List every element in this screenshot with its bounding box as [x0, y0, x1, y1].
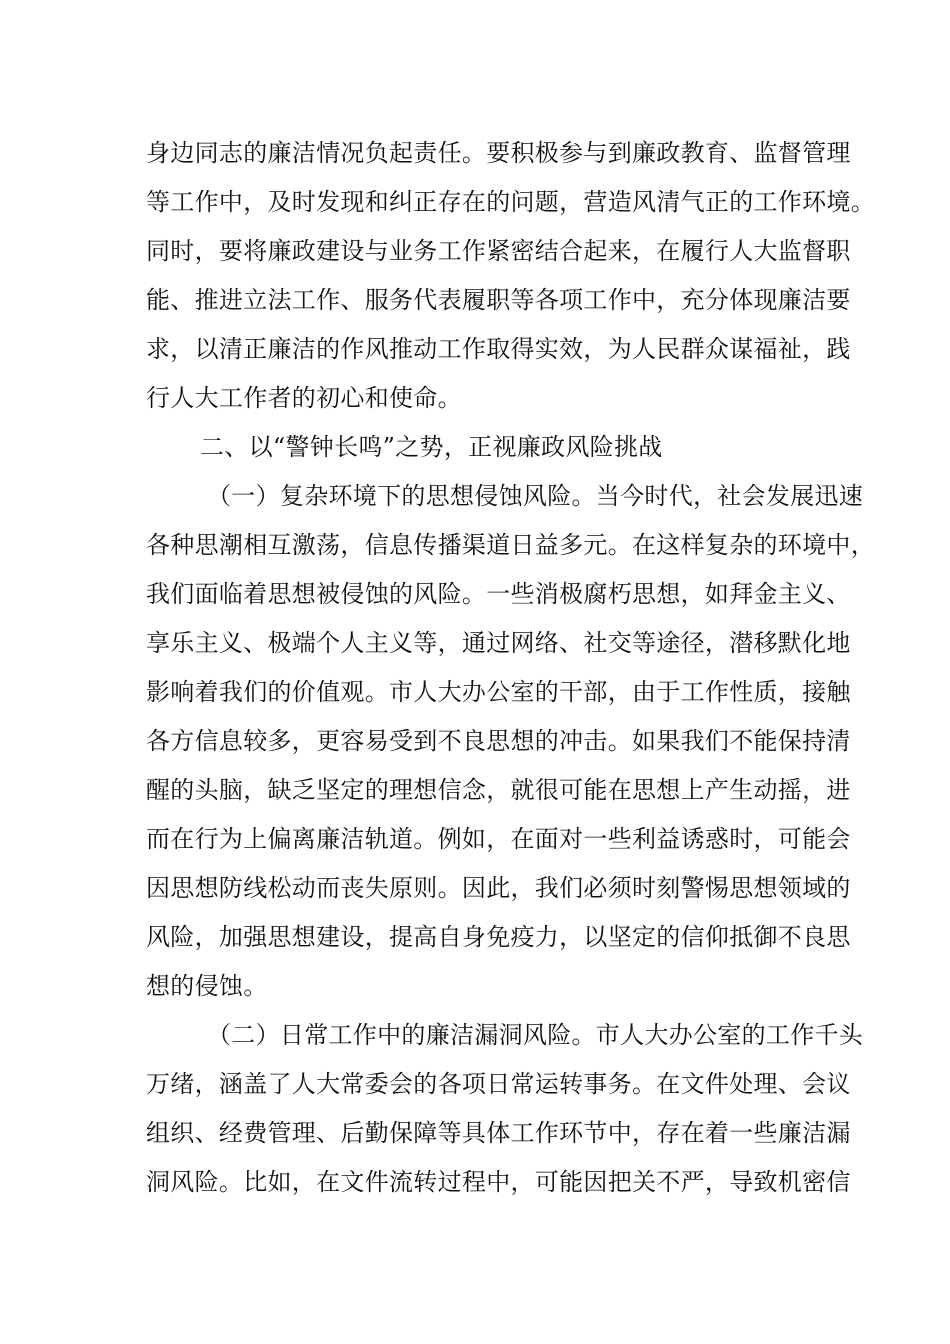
text-line-22: 洞风险。比如，在文件流转过程中，可能因把关不严，导致机密信: [146, 1168, 851, 1196]
text-line-16: 因思想防线松动而丧失原则。因此，我们必须时刻警惕思想领域的: [146, 874, 851, 902]
text-line-21: 组织、经费管理、后勤保障等具体工作环节中，存在着一些廉洁漏: [146, 1119, 851, 1147]
text-line-12: 影响着我们的价值观。市人大办公室的干部，由于工作性质，接触: [146, 678, 851, 706]
text-line-11: 享乐主义、极端个人主义等，通过网络、社交等途径，潜移默化地: [146, 629, 851, 657]
text-line-18: 想的侵蚀。: [146, 972, 268, 1000]
text-line-17: 风险，加强思想建设，提高自身免疫力，以坚定的信仰抵御不良思: [146, 923, 851, 951]
subsection-heading-1: （一）复杂环境下的思想侵蚀风险。当今时代，社会发展迅速: [207, 482, 864, 510]
text-line-6: 行人大工作者的初心和使命。: [146, 384, 462, 412]
text-line-15: 而在行为上偏离廉洁轨道。例如，在面对一些利益诱惑时，可能会: [146, 825, 851, 853]
text-line-2: 等工作中，及时发现和纠正存在的问题，营造风清气正的工作环境。: [146, 188, 875, 216]
text-line-14: 醒的头脑，缺乏坚定的理想信念，就很可能在思想上产生动摇，进: [146, 776, 851, 804]
text-line-10: 我们面临着思想被侵蚀的风险。一些消极腐朽思想，如拜金主义、: [146, 580, 851, 608]
text-line-1: 身边同志的廉洁情况负起责任。要积极参与到廉政教育、监督管理: [146, 139, 851, 167]
text-line-13: 各方信息较多，更容易受到不良思想的冲击。如果我们不能保持清: [146, 727, 851, 755]
text-line-3: 同时，要将廉政建设与业务工作紧密结合起来，在履行人大监督职: [146, 237, 851, 265]
text-line-4: 能、推进立法工作、服务代表履职等各项工作中，充分体现廉洁要: [146, 286, 851, 314]
text-line-9: 各种思潮相互激荡，信息传播渠道日益多元。在这样复杂的环境中，: [146, 531, 875, 559]
subsection-heading-2: （二）日常工作中的廉洁漏洞风险。市人大办公室的工作千头: [207, 1021, 864, 1049]
text-line-5: 求，以清正廉洁的作风推动工作取得实效，为人民群众谋福祉，践: [146, 335, 851, 363]
section-heading: 二、以“警钟长鸣”之势，正视廉政风险挑战: [200, 433, 663, 461]
text-line-20: 万绪，涵盖了人大常委会的各项日常运转事务。在文件处理、会议: [146, 1070, 851, 1098]
